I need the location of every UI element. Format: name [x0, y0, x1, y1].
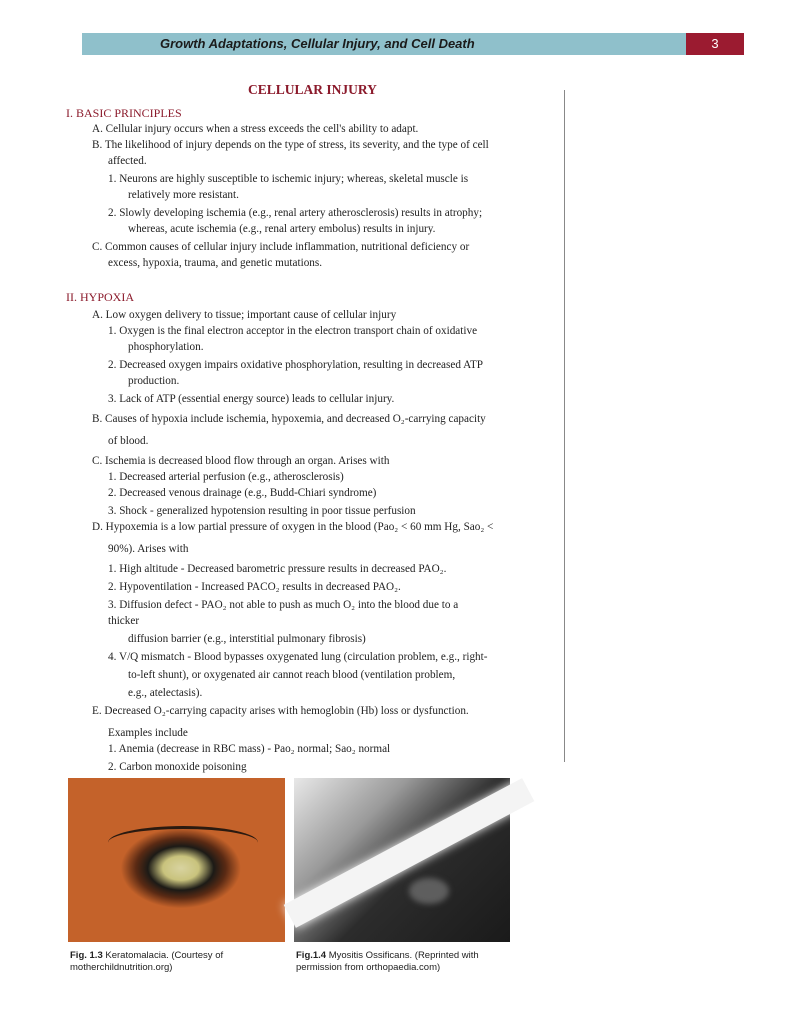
body-line: relatively more resistant. — [128, 189, 239, 201]
body-line: E. Decreased O₂-carrying capacity arises with hemoglobin (Hb) loss or dysfunction. — [92, 705, 469, 717]
body-line: production. — [128, 375, 180, 387]
body-line: C. Ischemia is decreased blood flow through an organ. Arises with — [92, 455, 390, 467]
column-divider — [564, 90, 565, 762]
chapter-title: Growth Adaptations, Cellular Injury, and Cell Death — [160, 36, 475, 51]
page-number: 3 — [686, 33, 744, 55]
caption-text: permission from orthopaedia.com) — [296, 962, 441, 973]
body-line: 1. High altitude - Decreased barometric pressure results in decreased PAO₂. — [108, 563, 447, 575]
figure-caption-2 — [296, 950, 479, 974]
body-line: 90%). Arises with — [108, 543, 189, 555]
body-line: to-left shunt), or oxygenated air cannot reach blood (ventilation problem, — [128, 669, 456, 681]
body-line: of blood. — [108, 435, 149, 447]
keratomalacia-image — [68, 778, 285, 942]
body-line: 1. Neurons are highly susceptible to ischemic injury; whereas, skeletal muscle is — [108, 173, 469, 185]
body-line: C. Common causes of cellular injury include inflammation, nutritional deficiency or — [92, 241, 470, 253]
body-line: phosphorylation. — [128, 341, 204, 353]
myositis-ossificans-image — [294, 778, 510, 942]
body-line: 2. Decreased oxygen impairs oxidative phosphorylation, resulting in decreased ATP — [108, 359, 483, 371]
body-line: affected. — [108, 155, 147, 167]
body-line: A. Cellular injury occurs when a stress exceeds the cell's ability to adapt. — [92, 123, 419, 135]
eyelash-shape — [108, 826, 258, 859]
body-line: 1. Anemia (decrease in RBC mass) - Pao₂ normal; Sao₂ normal — [108, 743, 391, 755]
figure-label: Fig.1.4 — [296, 950, 327, 961]
body-line: thicker — [108, 615, 140, 627]
body-line: whereas, acute ischemia (e.g., renal artery embolus) results in injury. — [128, 223, 436, 235]
body-line: A. Low oxygen delivery to tissue; important cause of cellular injury — [92, 309, 397, 321]
body-line: 4. V/Q mismatch - Blood bypasses oxygenated lung (circulation problem, e.g., right- — [108, 651, 488, 663]
bone-shape — [284, 778, 535, 928]
body-line: 3. Diffusion defect - PAO₂ not able to push as much O₂ into the blood due to a — [108, 599, 459, 611]
body-line: D. Hypoxemia is a low partial pressure of oxygen in the blood (Pao₂ < 60 mm Hg, Sao₂ < — [92, 521, 494, 533]
caption-text: motherchildnutrition.org) — [70, 962, 173, 973]
caption-text: Myositis Ossificans. (Reprinted with — [328, 950, 479, 961]
body-line: diffusion barrier (e.g., interstitial pulmonary fibrosis) — [128, 633, 366, 645]
body-line: 2. Slowly developing ischemia (e.g., renal artery atherosclerosis) results in atrophy; — [108, 207, 483, 219]
caption-text: Keratomalacia. (Courtesy of — [105, 950, 224, 961]
body-line: 2. Hypoventilation - Increased PACO₂ results in decreased PAO₂. — [108, 581, 401, 593]
ossification-spot — [409, 878, 449, 904]
body-line: B. Causes of hypoxia include ischemia, hypoxemia, and decreased O₂-carrying capacity — [92, 413, 486, 425]
figure-label: Fig. 1.3 — [70, 950, 103, 961]
page-header-bar — [82, 33, 744, 55]
section-title: CELLULAR INJURY — [248, 82, 377, 97]
body-line: 3. Shock - generalized hypotension resulting in poor tissue perfusion — [108, 505, 416, 517]
body-line: 3. Lack of ATP (essential energy source) leads to cellular injury. — [108, 393, 395, 405]
body-line: B. The likelihood of injury depends on the type of stress, its severity, and the type of cell — [92, 139, 489, 151]
figure-caption-1 — [70, 950, 223, 974]
body-line: 1. Oxygen is the final electron acceptor in the electron transport chain of oxidative — [108, 325, 478, 337]
body-line: 2. Decreased venous drainage (e.g., Budd-Chiari syndrome) — [108, 487, 377, 499]
section-heading: I. BASIC PRINCIPLES — [66, 106, 182, 120]
body-line: e.g., atelectasis). — [128, 687, 203, 699]
body-line: 1. Decreased arterial perfusion (e.g., atherosclerosis) — [108, 471, 344, 483]
body-line: Examples include — [108, 727, 188, 739]
section-heading: II. HYPOXIA — [66, 290, 134, 304]
body-line: excess, hypoxia, trauma, and genetic mutations. — [108, 257, 323, 269]
body-line: 2. Carbon monoxide poisoning — [108, 761, 247, 773]
